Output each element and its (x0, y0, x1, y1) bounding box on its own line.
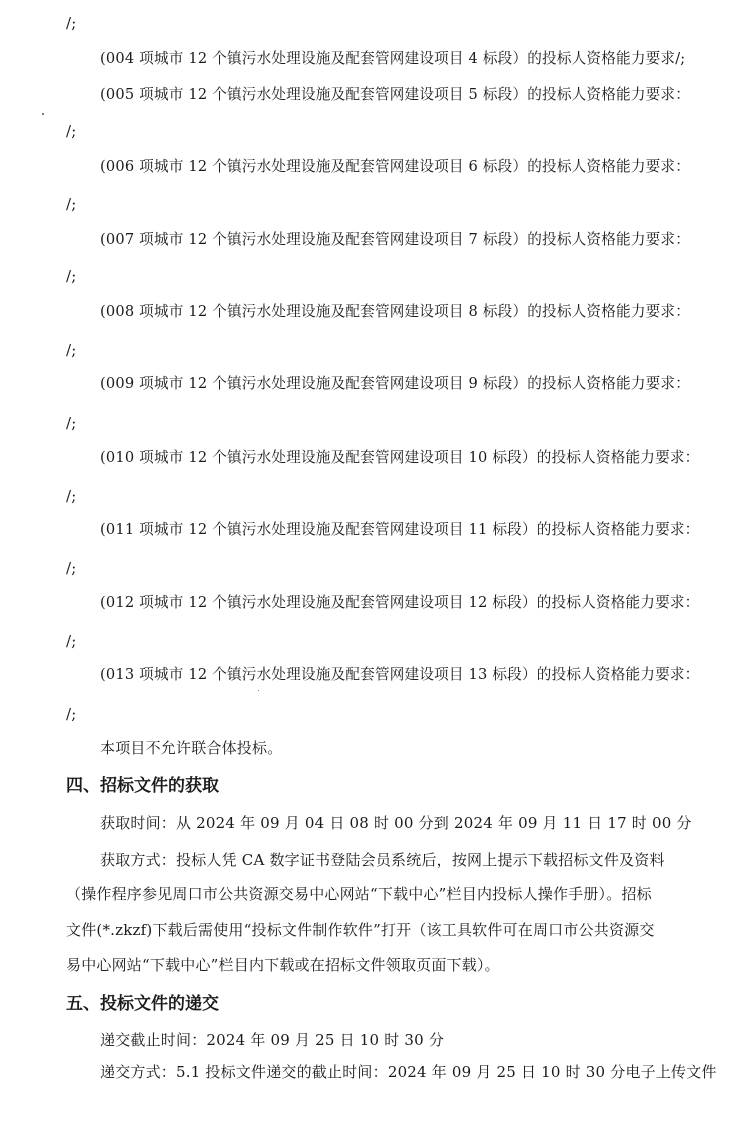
requirement-005: (005 项城市 12 个镇污水处理设施及配套管网建设项目 5 标段）的投标人资格能力要求： (100, 86, 690, 103)
requirement-008: (008 项城市 12 个镇污水处理设施及配套管网建设项目 8 标段）的投标人资格能力要求： (100, 303, 690, 320)
acquisition-method-line-1: 获取方式：投标人凭 CA 数字证书登陆会员系统后，按网上提示下载招标文件及资料 (100, 851, 665, 869)
requirement-013: (013 项城市 12 个镇污水处理设施及配套管网建设项目 13 标段）的投标人资格能力要求： (100, 666, 700, 683)
slash-line: /; (66, 487, 77, 505)
section-4-heading: 四、招标文件的获取 (66, 776, 219, 796)
requirement-012: (012 项城市 12 个镇污水处理设施及配套管网建设项目 12 标段）的投标人资格能力要求： (100, 594, 700, 611)
section-5-heading: 五、投标文件的递交 (66, 994, 219, 1014)
acquisition-method-line-3: 文件(*.zkzf)下载后需使用“投标文件制作软件”打开（该工具软件可在周口市公共资源交 (66, 921, 655, 939)
consortium-note: 本项目不允许联合体投标。 (100, 739, 283, 757)
requirement-010: (010 项城市 12 个镇污水处理设施及配套管网建设项目 10 标段）的投标人资格能力要求： (100, 449, 700, 466)
requirement-004: (004 项城市 12 个镇污水处理设施及配套管网建设项目 4 标段）的投标人资格能力要求/; (100, 50, 686, 67)
slash-line: /; (66, 341, 77, 359)
scan-speck (258, 690, 259, 691)
acquisition-method-line-2: （操作程序参见周口市公共资源交易中心网站“下载中心”栏目内投标人操作手册）。招标 (66, 885, 652, 903)
slash-line: /; (66, 14, 77, 32)
requirement-011: (011 项城市 12 个镇污水处理设施及配套管网建设项目 11 标段）的投标人资格能力要求： (100, 521, 700, 538)
slash-line: /; (66, 267, 77, 285)
scan-speck (42, 113, 44, 115)
slash-line: /; (66, 414, 77, 432)
acquisition-time: 获取时间：从 2024 年 09 月 04 日 08 时 00 分到 2024 年 09 月 11 日 17 时 00 分 (100, 814, 692, 832)
submission-method: 递交方式：5.1 投标文件递交的截止时间：2024 年 09 月 25 日 10 时 30 分电子上传文件 (100, 1063, 717, 1081)
slash-line: /; (66, 705, 77, 723)
requirement-009: (009 项城市 12 个镇污水处理设施及配套管网建设项目 9 标段）的投标人资格能力要求： (100, 375, 690, 392)
slash-line: /; (66, 122, 77, 140)
requirement-006: (006 项城市 12 个镇污水处理设施及配套管网建设项目 6 标段）的投标人资格能力要求： (100, 158, 690, 175)
acquisition-method-line-4: 易中心网站“下载中心”栏目内下载或在招标文件领取页面下载）。 (66, 956, 500, 974)
slash-line: /; (66, 632, 77, 650)
slash-line: /; (66, 195, 77, 213)
slash-line: /; (66, 559, 77, 577)
submission-deadline: 递交截止时间：2024 年 09 月 25 日 10 时 30 分 (100, 1031, 445, 1049)
requirement-007: (007 项城市 12 个镇污水处理设施及配套管网建设项目 7 标段）的投标人资格能力要求： (100, 231, 690, 248)
